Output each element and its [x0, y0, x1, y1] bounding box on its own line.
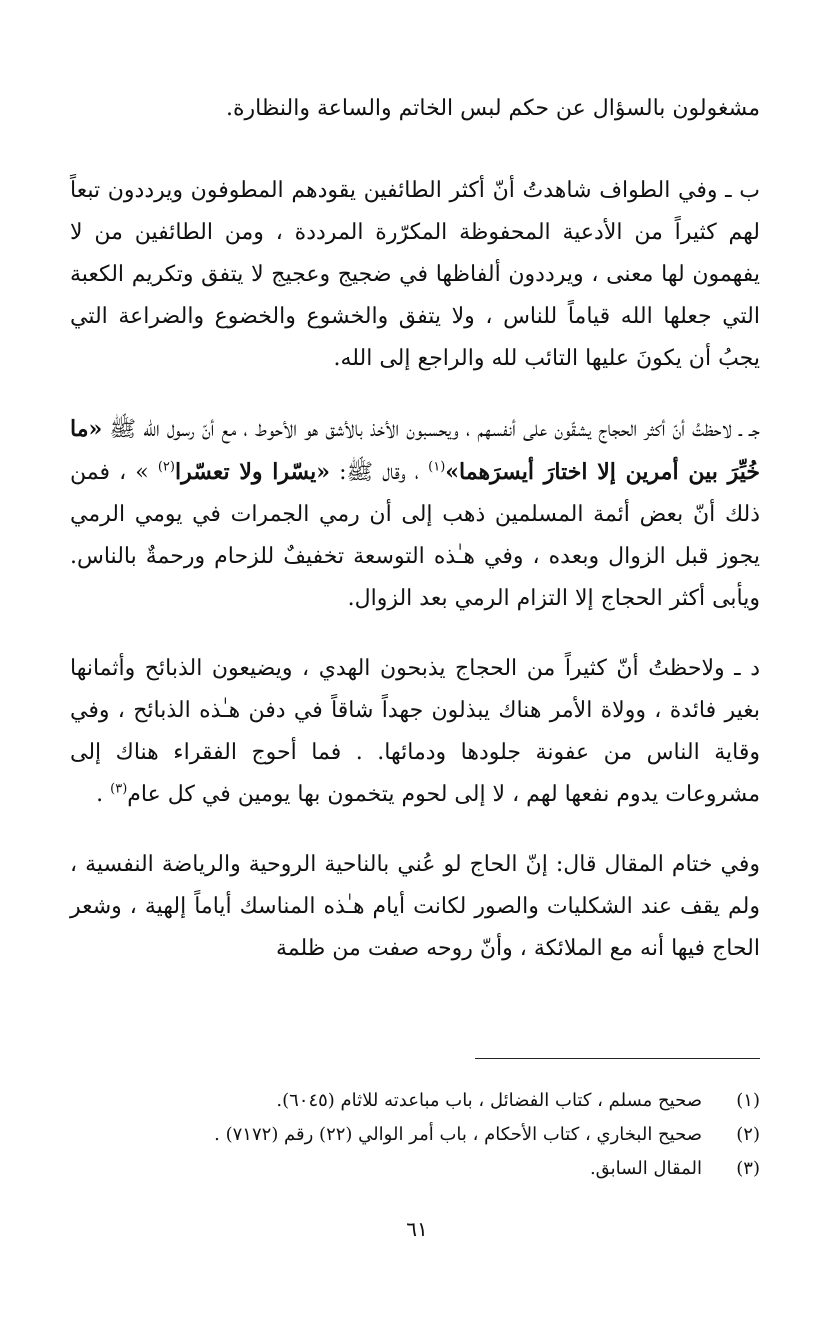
paragraph-c-text: » ، فمن ذلك أنّ بعض أئمة المسلمين ذهب إلى أن رمي الجمرات في يومي الرمي يجوز قبل الزوال وبعده ، وفي هـٰذه التوسعة تخفيفٌ للزحام ورحمةٌ بالناس. ويأبى أكثر الحجاج إلا التزام الرمي بعد الزوال.	[70, 460, 760, 611]
footnote-item	[70, 1118, 760, 1152]
paragraph-d-text: .	[96, 782, 111, 807]
paragraph-c	[70, 408, 760, 620]
footnote-text: المقال السابق.	[589, 1158, 702, 1179]
footnote-number: (٢)	[736, 1124, 760, 1145]
paragraph-closing: وفي ختام المقال قال: إنّ الحاج لو عُني بالناحية الروحية والرياضة النفسية ، ولم يقف عند الشكليات والصور لكانت أيام هـٰذه المناسك أياماً إلهية ، وشعر الحاج فيها أنه مع الملائكة ، وأنّ روحه صفت من ظلمة	[70, 852, 760, 961]
footnotes	[70, 1084, 760, 1186]
footnote-text: صحيح البخاري ، كتاب الأحكام ، باب أمر الوالي (٢٢) رقم (٧١٧٢) .	[214, 1124, 702, 1145]
hadith-quote-1: «ما خُيِّرَ بين أمرين إلا اختارَ أيسرَهما»	[70, 416, 760, 485]
paragraph-c-text: ، وقال ﷺ:	[330, 460, 429, 485]
paragraph-d-text: د ـ ولاحظتُ أنّ كثيراً من الحجاج يذبحون الهدي ، ويضيعون الذبائح وأثمانها بغير فائدة ، وولاة الأمر هناك يبذلون جهداً شاقاً في دفن هـٰذه الذبائح ، وفي وقاية الناس من عفونة جلودها ودمائها. . فما أحوج الفقراء هناك إلى مشروعات يدوم نفعها لهم ، لا إلى لحوم يتخمون بها يومين في كل عام	[70, 656, 760, 807]
footnote-ref-1[interactable]: (١)	[428, 459, 446, 475]
footnote-text: صحيح مسلم ، كتاب الفضائل ، باب مباعدته للاثام (٦٠٤٥).	[276, 1090, 702, 1111]
footnote-ref-2[interactable]: (٢)	[157, 459, 175, 475]
footnote-ref-3[interactable]: (٣)	[110, 781, 128, 797]
page-number: ٦١	[406, 1217, 428, 1241]
footnote-item	[70, 1152, 760, 1186]
paragraph-d	[70, 648, 760, 816]
paragraph-continuation: مشغولون بالسؤال عن حكم لبس الخاتم والساعة والنظارة.	[226, 96, 760, 121]
hadith-quote-2: «يسّرا ولا تعسّرا	[174, 459, 331, 485]
footnote-divider	[475, 1058, 760, 1059]
footnote-number: (٣)	[736, 1158, 760, 1179]
paragraph-b: ب ـ وفي الطواف شاهدتُ أنّ أكثر الطائفين يقودهم المطوفون ويرددون تبعاً لهم كثيراً من الأدعية المحفوظة المكرّرة المرددة ، ومن الطائفين من لا يفهمون لها معنى ، ويرددون ألفاظها في ضجيج وعجيج لا يتفق وتكريم الكعبة التي جعلها الله قياماً للناس ، ولا يتفق والخشوع والخضوع والضراعة التي يجبُ أن يكونَ عليها التائب لله والراجع إلى الله.	[70, 178, 761, 371]
main-text	[70, 88, 760, 998]
footnote-number: (١)	[736, 1090, 760, 1111]
paragraph-c-text: جـ ـ لاحظتُ أنّ أكثر الحجاج يشقّون على أنفسهم ، ويحسبون الأخذ بالأشق هو الأحوط ، مع أنّ رسول الله ﷺ	[102, 417, 760, 442]
footnote-item	[70, 1084, 760, 1118]
